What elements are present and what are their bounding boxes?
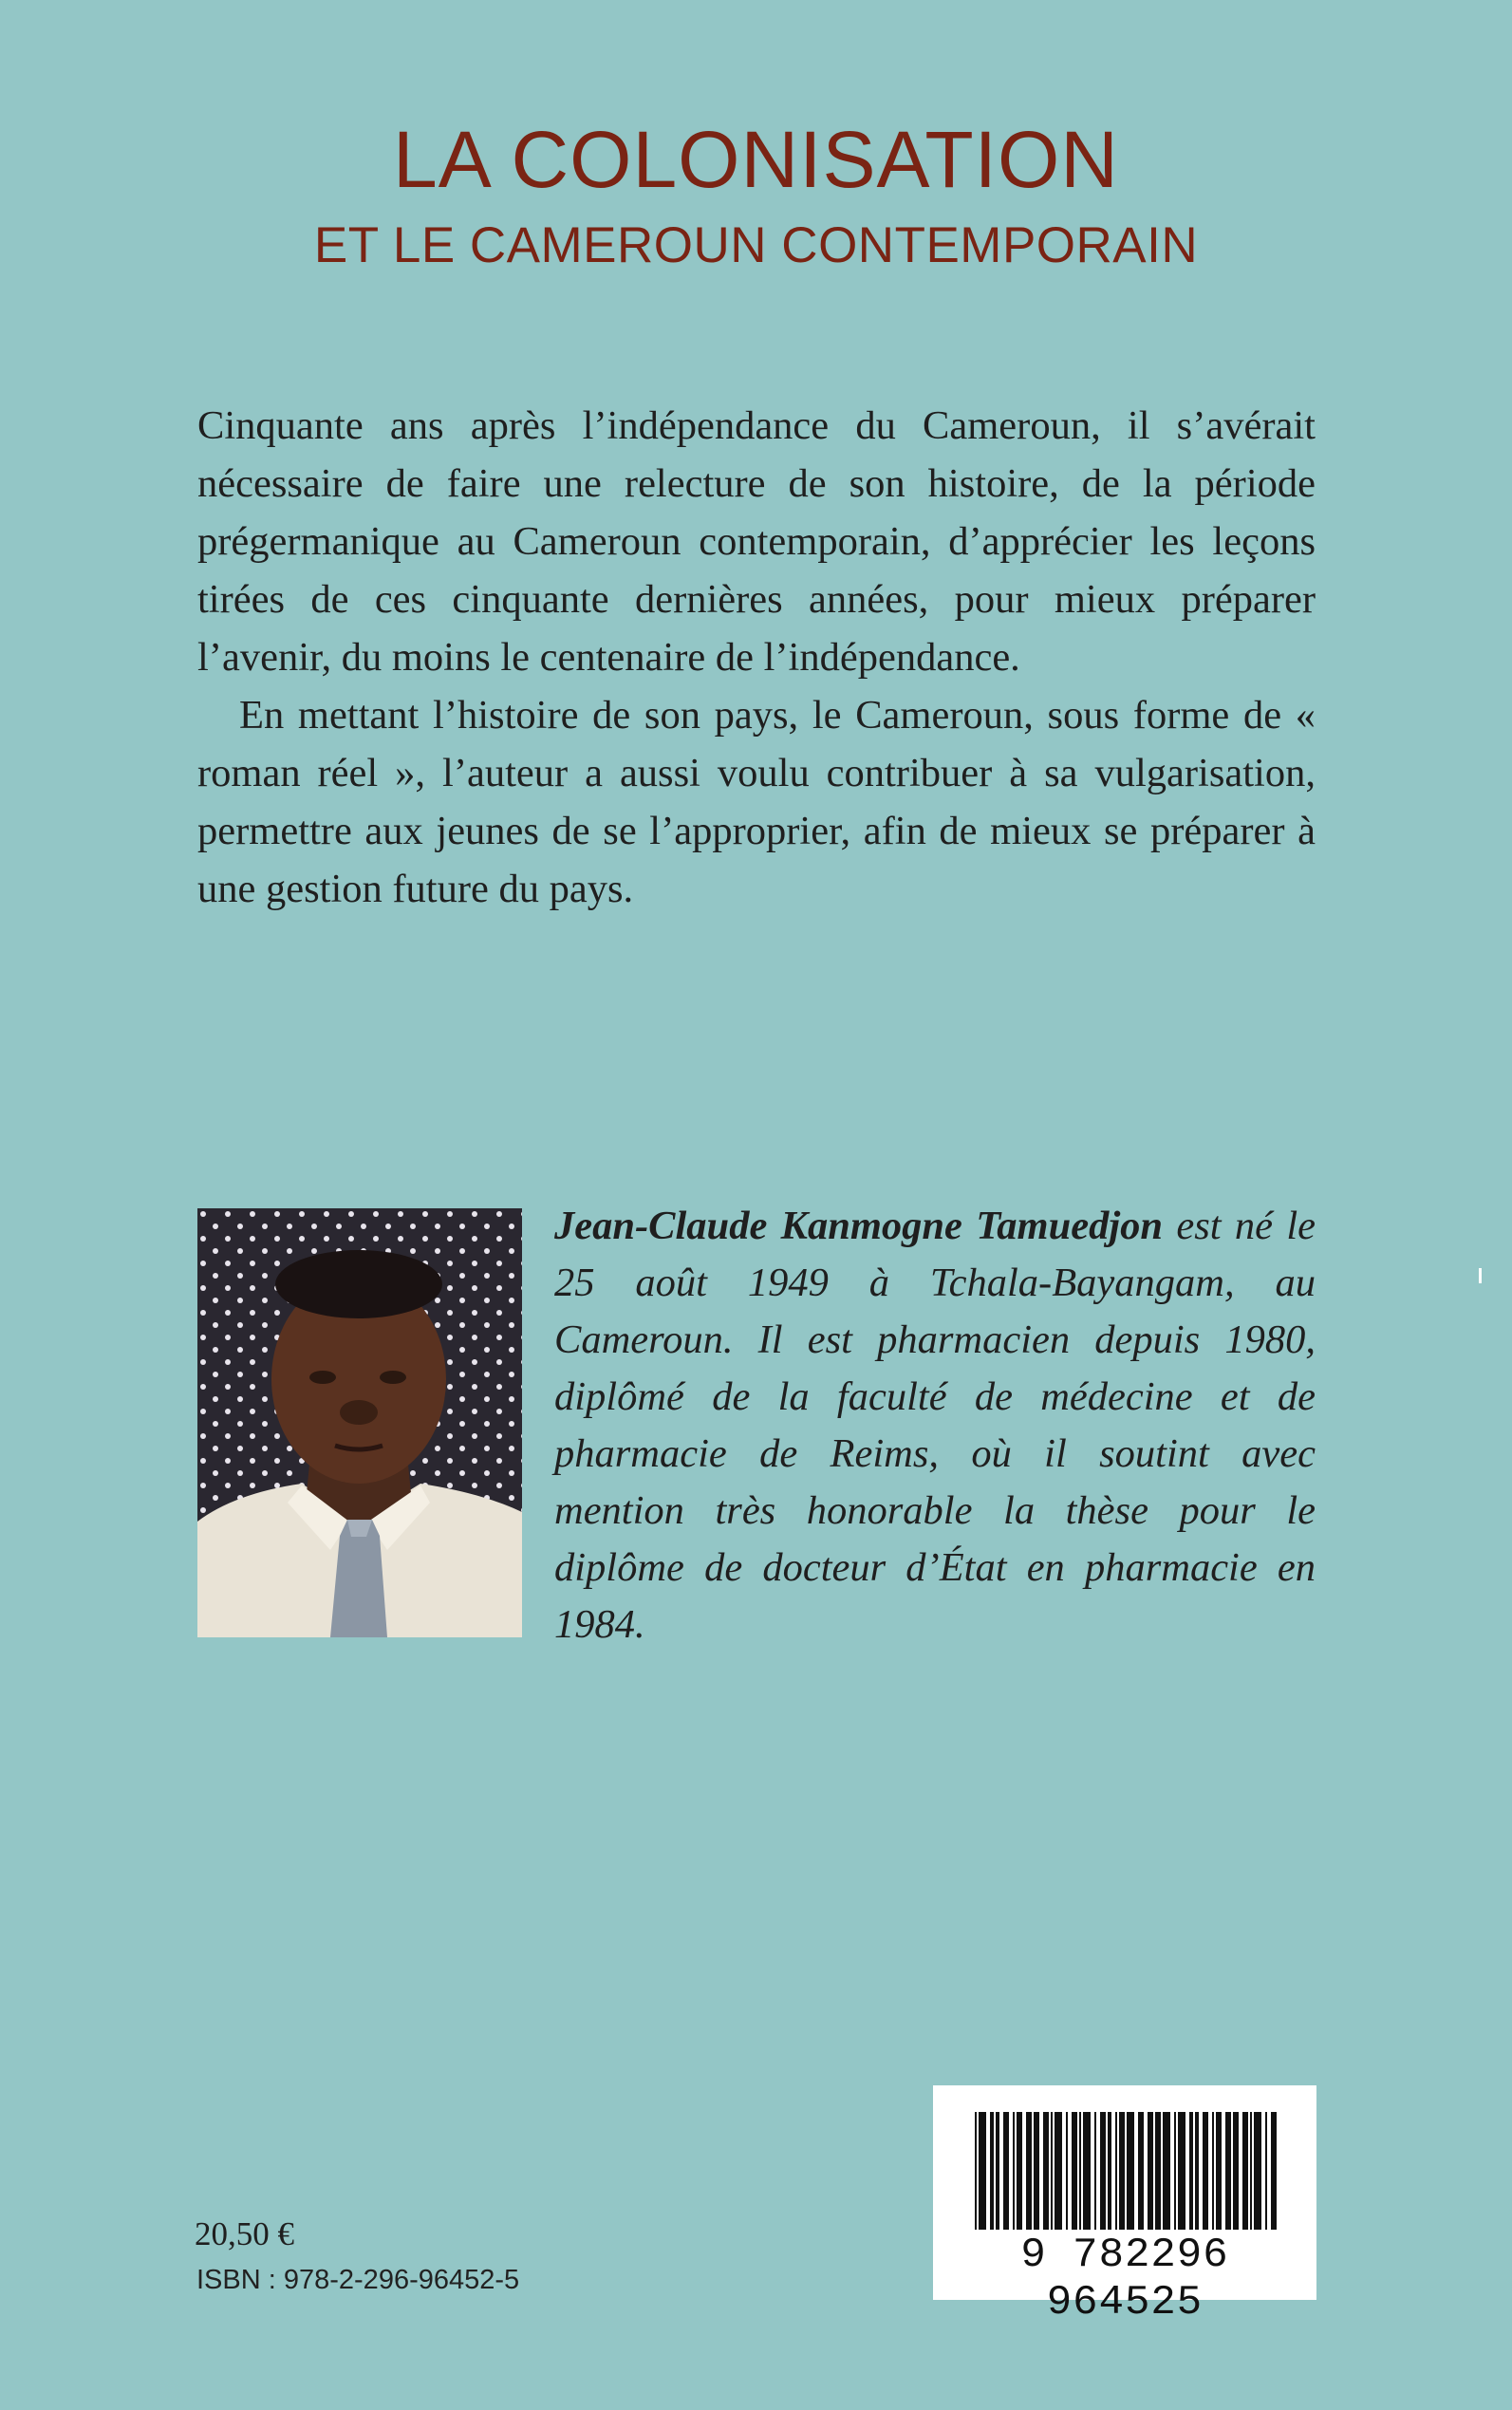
barcode-bar [975, 2112, 977, 2230]
barcode-bar [1072, 2112, 1077, 2230]
barcode-bar [996, 2112, 999, 2230]
barcode-bar [1148, 2112, 1153, 2230]
barcode-bar [1138, 2112, 1144, 2230]
summary-paragraph: Cinquante ans après l’indépendance du Cameroun, il s’avérait nécessaire de faire une relecture de son histoire, de la période prégermanique au Cameroun contemporain, d’apprécier les leçons tirées de ces cinquante dernières années, pour mieux préparer l’avenir, du moins le centenaire de l’indépendance. [197, 403, 1316, 680]
barcode-bar [1242, 2112, 1248, 2230]
barcode-bar [1003, 2112, 1009, 2230]
barcode-bar [1094, 2112, 1096, 2230]
barcode [933, 2085, 1316, 2326]
barcode-number: 9 782296 964525 [1020, 2232, 1229, 2326]
barcode-bar [1155, 2112, 1161, 2230]
barcode-bar [1178, 2112, 1185, 2230]
barcode-bar [1195, 2112, 1199, 2230]
barcode-bar [1163, 2112, 1170, 2230]
barcode-bar [1055, 2112, 1062, 2230]
barcode-bar [1026, 2112, 1032, 2230]
barcode-bar [1203, 2112, 1208, 2230]
barcode-bar [1034, 2112, 1039, 2230]
barcode-bar [1017, 2112, 1022, 2230]
barcode-bar [1189, 2112, 1193, 2230]
barcode-bar [1119, 2112, 1125, 2230]
book-subtitle: ET LE CAMEROUN CONTEMPORAIN [313, 217, 1199, 273]
barcode-bar [1212, 2112, 1214, 2230]
book-title: LA COLONISATION [393, 115, 1119, 204]
barcode-bar [1271, 2112, 1277, 2230]
decorative-mark [1479, 1268, 1482, 1283]
barcode-bar [1051, 2112, 1053, 2230]
barcode-bar [1079, 2112, 1081, 2230]
isbn: ISBN : 978-2-296-96452-5 [196, 2265, 520, 2295]
barcode-bar [1127, 2112, 1134, 2230]
barcode-bar [1013, 2112, 1015, 2230]
barcode-bar [979, 2112, 986, 2230]
barcode-bar [1216, 2112, 1222, 2230]
barcode-bar [1066, 2112, 1068, 2230]
price: 20,50 € [195, 2215, 294, 2252]
barcode-bar [990, 2112, 994, 2230]
author-bio-text: est né le 25 août 1949 à Tchala-Bayangam, au Cameroun. Il est pharmacien depuis 1980, diplômé de la faculté de médecine et de pharmacie de Reims, où il soutint avec mention très honorable la thèse pour le diplôme de docteur d’État en pharmacie en 1984. [554, 1204, 1316, 1647]
author-name: Jean-Claude Kanmogne Tamuedjon [554, 1204, 1164, 1248]
summary-paragraph: En mettant l’histoire de son pays, le Cameroun, sous forme de « roman réel », l’auteur a aussi voulu contribuer à sa vulgarisation, permettre aux jeunes de se l’approprier, afin de mieux se préparer à une gestion future du pays. [197, 693, 1316, 911]
barcode-bar [1108, 2112, 1111, 2230]
barcode-bar [1225, 2112, 1231, 2230]
barcode-bar [1250, 2112, 1252, 2230]
barcode-bar [1233, 2112, 1239, 2230]
barcode-bar [1100, 2112, 1106, 2230]
barcode-bar [1083, 2112, 1091, 2230]
author-bio [554, 1198, 1316, 1653]
barcode-bar [1265, 2112, 1267, 2230]
author-photo [197, 1208, 522, 1637]
barcode-bar [1254, 2112, 1261, 2230]
barcode-bar [1174, 2112, 1176, 2230]
back-cover-summary [197, 397, 1316, 918]
barcode-bar [1043, 2112, 1049, 2230]
barcode-bar [1115, 2112, 1117, 2230]
